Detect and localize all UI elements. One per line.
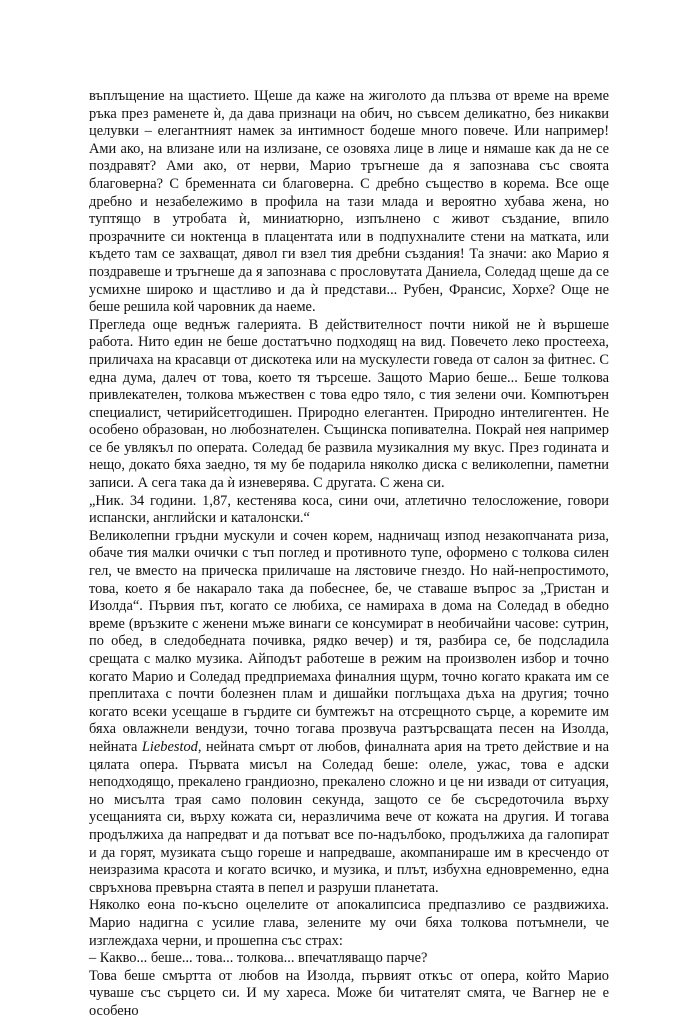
paragraph-4-text: Великолепни гръдни мускули и сочен корем, надничащ изпод незакопчаната риза, обаче тия малки очички с тъп поглед и противното тупе, оформено с толкова силен гел, че вместо на прическа приличаше на лястовиче гнездо. Но най-непростимото, това, което я бе накарало така да побеснее, бе, че ставаше въпрос за „Тристан и Изолда“. Първия път, когато се любиха, се намираха в дома на Соледад в обедно време (връзките с женени мъже винаги се консумират в необичайни часове: сутрин, по обед, в следобедната почивка, рядко вечер) и тя, разбира се, бе подсладила срещата с малко музика. Айподът работеше в режим на произволен избор и точно когато Марио и Соледад предприемаха финалния щурм, точно когато краката им се преплитаха с почти болезнен плам и дишайки поглъщаха дъха на другия; точно когато всеки усещаше в гърдите си бумтежът на отсрещното сърце, а коремите им бяха овлажнели вендузи, точно тогава прозвуча разтърсващата песен на Изолда, нейната	[89, 527, 609, 755]
italic-term: Liebestod	[141, 738, 198, 755]
paragraph-1-text: въплъщение на щастието. Щеше да каже на жиголото да плъзва от време на време ръка през раменете ѝ, да дава признаци на обич, но съвсем деликатно, без никакви целувки – елегантният намек за интимност бодеше много повече. Или например! Ами ако, на влизане или на излизане, се озовяха лице в лице и нямаше как да не се поздравят? Ами ако, от нерви, Марио тръгнеше да я запознава със своята благоверна? С бременната си благоверна. С дребно същество в корема. Все още дребно и незабележимо в профила на тази млада и вероятно хубава жена, но туптящо в утробата ѝ, миниатюрно, изпълнено с живот създание, впило прозрачните си ноктенца в плацентата или в подпухналите стени на матката, или където там се захващат, дявол ги взел тия дребни създания! Та значи: ако Марио я поздравеше и тръгнеше да я запознава с прословутата Даниела, Соледад щеше да се усмихне широко и щастливо и да ѝ представи... Рубен, Франсис, Хорхе? Още не беше решила кой чаровник да наеме.	[89, 88, 609, 316]
paragraph-1	[89, 88, 609, 317]
paragraph-2-text: Прегледа още веднъж галерията. В действителност почти никой не ѝ вършеше работа. Нито един не беше достатъчно подходящ на вид. Повечето леко простееха, приличаха на красавци от дискотека или на мускулести говеда от салон за фитнес. С една дума, далеч от това, което тя търсеше. Защото Марио беше... Беше толкова привлекателен, толкова мъжествен с това едро тяло, с тия зелени очи. Компютърен специалист, четирийсетгодишен. Природно елегантен. Природно интелигентен. Не особено образован, но любознателен. Същинска попивателна. Покрай нея например се бе увлякъл по операта. Соледад бе развила музикалния му вкус. През годината и нещо, докато бяха заедно, тя му бе подарила няколко диска с великолепни, паметни записи. А сега така да ѝ изневерява. С другата. С жена си.	[89, 316, 609, 492]
paragraph-7-text: Това беше смъртта от любов на Изолда, първият откъс от опера, който Марио чуваше със сърцето си. И му хареса. Може би читателят смята, че Вагнер не е особено	[89, 967, 609, 1019]
paragraph-2	[89, 317, 609, 493]
paragraph-5-text: Няколко еона по-късно оцелелите от апокалипсиса предпазливо се раздвижиха. Марио надигна с усилие глава, зелените му очи бяха толкова потъмнели, че изглеждаха черни, и прошепна със страх:	[89, 897, 609, 949]
paragraph-5	[89, 897, 609, 950]
paragraph-4	[89, 528, 609, 897]
paragraph-6	[89, 950, 609, 968]
paragraph-3-text: „Ник. 34 години. 1,87, кестенява коса, сини очи, атлетично телосложение, говори испански, английски и каталонски.“	[89, 492, 609, 527]
text-column	[89, 88, 609, 1020]
paragraph-3	[89, 493, 609, 528]
paragraph-7	[89, 968, 609, 1020]
paragraph-6-text: – Какво... беше... това... толкова... впечатляващо парче?	[89, 950, 428, 967]
paragraph-4-text-cont: , нейната смърт от любов, финалната ария на трето действие и на цялата опера. Първата мисъл на Соледад беше: олеле, ужас, това е адски неподходящо, прекалено грандиозно, прекалено сложно и це ни извади от ситуация, но мисълта трая само половин секунда, защото се бе съсредоточила върху усещанията си, върху кожата си, неразличима вече от кожата на другия. И тогава продължиха да напредват и да потъват все по-надълбоко, продължиха да галопират и да горят, музиката също гореше и напредваше, акомпанираше им в кресчендо от неизразима красота и когато всичко, и музика, и плът, избухна едновременно, една свръхнова превърна стаята в пепел и разруши планетата.	[89, 738, 609, 896]
